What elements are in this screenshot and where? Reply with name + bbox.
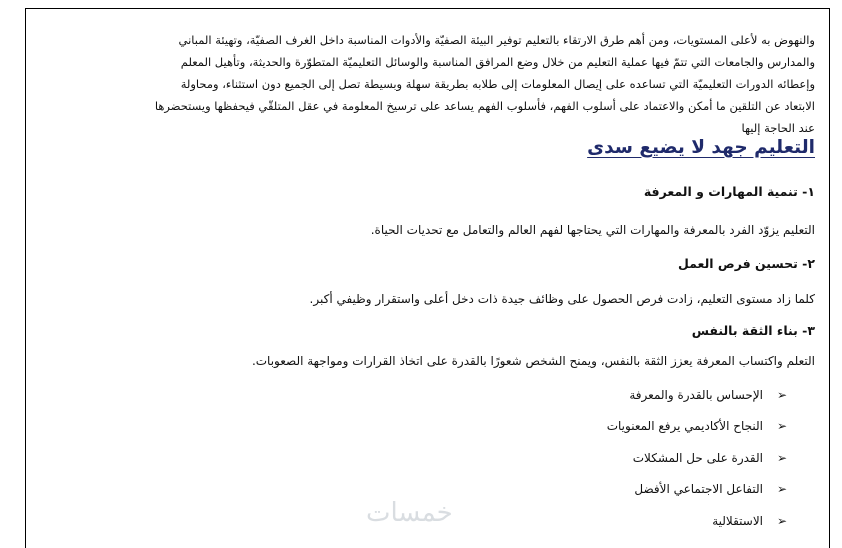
list-item: [607, 505, 789, 537]
arrow-bullet-icon: ➢: [776, 482, 788, 497]
list-item: [607, 411, 789, 443]
list-item: [607, 474, 789, 506]
section-2-title: ٢- تحسين فرص العمل: [677, 256, 815, 271]
section-1-title: ١- تنمية المهارات و المعرفة: [643, 184, 815, 199]
intro-line: عند الحاجة إليها: [741, 121, 815, 135]
bullet-list: [607, 379, 789, 537]
arrow-bullet-icon: ➢: [776, 387, 788, 402]
list-item-text: القدرة على حل المشكلات: [632, 450, 763, 465]
intro-line: وإعطائه الدورات التعليميّة التي تساعده على إيصال المعلومات إلى طلابه بطريقة سهلة وبسيطة تصل إلى الجميع دون استثناء، ومحاولة: [180, 77, 815, 91]
list-item-text: الإحساس بالقدرة والمعرفة: [629, 387, 763, 402]
intro-line: والمدارس والجامعات التي تتمّ فيها عملية التعليم من خلال وضع المرافق المناسبة والوسائل التعليميّة المتطوّرة والحديثة، وتأهيل المعلم: [180, 55, 815, 69]
intro-line: والنهوض به لأعلى المستويات، ومن أهم طرق الارتقاء بالتعليم توفير البيئة الصفيّة والأدوات المناسبة داخل الغرف الصفيّة، وتهيئة المباني: [178, 33, 815, 47]
list-item: [607, 442, 789, 474]
watermark: خمسات: [366, 498, 453, 528]
document-page: [25, 8, 830, 548]
list-item-text: الاستقلالية: [712, 513, 763, 528]
list-item-text: التفاعل الاجتماعي الأفضل: [634, 482, 763, 497]
intro-paragraph: [56, 29, 815, 139]
section-2-body: كلما زاد مستوى التعليم، زادت فرص الحصول على وظائف جيدة ذات دخل أعلى واستقرار وظيفي أكبر.: [309, 292, 815, 306]
section-3-title: ٣- بناء الثقة بالنفس: [691, 323, 815, 338]
arrow-bullet-icon: ➢: [776, 419, 788, 434]
section-heading: التعليم جهد لا يضيع سدى: [587, 137, 815, 158]
section-3-body: التعلم واكتساب المعرفة يعزز الثقة بالنفس، ويمنح الشخص شعورًا بالقدرة على اتخاذ القرارات ومواجهة الصعوبات.: [251, 354, 815, 368]
arrow-bullet-icon: ➢: [776, 513, 788, 528]
list-item: [607, 379, 789, 411]
arrow-bullet-icon: ➢: [776, 450, 788, 465]
intro-line: الابتعاد عن التلقين ما أمكن والاعتماد على أسلوب الفهم، فأسلوب الفهم يساعد على ترسيخ المعلومة في عقل المتلقّي فيحفظها ويستحضرها: [154, 99, 815, 113]
section-1-body: التعليم يزوّد الفرد بالمعرفة والمهارات التي يحتاجها لفهم العالم والتعامل مع تحديات الحياة.: [370, 223, 815, 237]
list-item-text: النجاح الأكاديمي يرفع المعنويات: [606, 419, 763, 434]
